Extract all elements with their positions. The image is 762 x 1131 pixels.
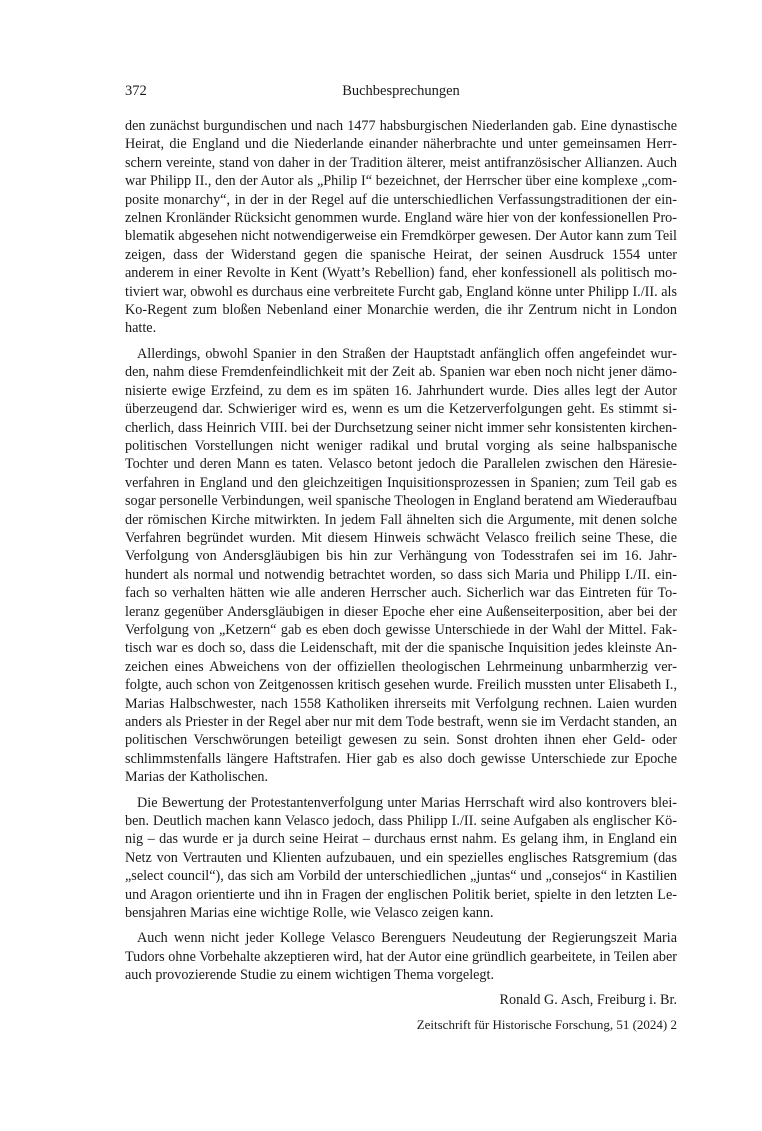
review-body: [125, 117, 677, 985]
book-review-page: [125, 82, 677, 1009]
running-head: Buchbesprechungen: [342, 83, 460, 99]
paragraph-continuation: den zunächst burgundischen und nach 1477 habsburgischen Niederlanden gab. Eine dynastische Heirat, die England und die Niederlande einander näherbrachte und unter gemeinsamen Herrschern vereinte, stand von daher in der Tradition älterer, meist antifranzösischer Allianzen. Auch war Philipp II., den der Autor als „Philip I“ bezeichnet, der Herrscher über eine komplexe „composite monarchy“, in der in der Regel auf die unterschiedlichen Verfassungstraditionen der einzelnen Kronländer Rücksicht genommen wurde. England wäre hier von der konfessionellen Problematik abgesehen nicht notwendigerweise ein Fremdkörper gewesen. Der Autor kann zum Teil zeigen, dass der Widerstand gegen die spanische Heirat, der seinen Ausdruck 1554 unter anderem in einer Revolte in Kent (Wyatt’s Rebellion) fand, eher konfessionell als politisch motiviert war, obwohl es durchaus eine verbreitete Furcht gab, England könne unter Philipp I./II. als Ko-Regent zum bloßen Nebenland einer Monarchie werden, die ihr Zentrum nicht in London hatte.: [125, 118, 677, 337]
paragraph: Allerdings, obwohl Spanier in den Straßen der Hauptstadt anfänglich offen angefeindet wurden, nahm diese Fremdenfeindlichkeit mit der Zeit ab. Spanien war eben noch nicht jener dämonisierte ewige Erzfeind, zu dem es im späten 16. Jahrhundert wurde. Dies alles legt der Autor überzeugend dar. Schwieriger wird es, wenn es um die Ketzerverfolgungen geht. Es stimmt sicherlich, dass Heinrich VIII. bei der Durchsetzung seiner nicht immer sehr konsistenten kirchenpolitischen Vorstellungen nicht weniger radikal und brutal vorging als seine halbspanische Tochter und deren Mann es taten. Velasco betont jedoch die Parallelen zwischen den Häresieverfahren in England und den gleichzeitigen Inquisitionsprozessen in Spanien; zum Teil gab es sogar personelle Verbindungen, weil spanische Theologen in England beratend am Wiederaufbau der römischen Kirche mitwirkten. In jedem Fall ähnelten sich die Argumente, mit denen solche Verfahren begründet wurden. Mit diesem Hinweis schwächt Velasco freilich seine These, die Verfolgung von Andersgläubigen bis hin zur Verhängung von Todesstrafen sei im 16. Jahrhundert als normal und notwendig betrachtet worden, so dass sich Maria und Philipp I./II. einfach so verhalten hätten wie alle anderen Herrscher auch. Sicherlich war das Eintreten für Toleranz gegenüber Andersgläubigen in dieser Epoche eher eine Außenseiterposition, aber bei der Verfolgung von „Ketzern“ gab es eben doch gewisse Unterschiede in der Wahl der Mittel. Faktisch war es doch so, dass die Leidenschaft, mit der die spanische Inquisition jedes kleinste Anzeichen eines Abweichens von der offiziellen theologischen Lehrmeinung unbarmherzig verfolgte, auch schon von Zeitgenossen kritisch gesehen wurde. Freilich mussten unter Elisabeth I., Marias Halbschwester, nach 1558 Katholiken ihrerseits mit Verfolgung rechnen. Laien wurden anders als Priester in der Regel aber nur mit dem Tode bestraft, wenn sie im Verdacht standen, an politischen Verschwörungen beteiligt gewesen zu sein. Sonst drohten ihnen eher Geld- oder schlimmstenfalls längere Haftstrafen. Hier gab es also doch gewisse Unterschiede zur Epoche Marias der Katholischen.: [125, 345, 677, 786]
page-number: 372: [125, 83, 147, 99]
reviewer-signature: Ronald G. Asch, Freiburg i. Br.: [499, 991, 677, 1008]
journal-footer: Zeitschrift für Historische Forschung, 51 (2024) 2: [416, 1017, 677, 1032]
page-header: [125, 82, 677, 104]
paragraph: Die Bewertung der Protestantenverfolgung unter Marias Herrschaft wird also kontrovers bleiben. Deutlich machen kann Velasco jedoch, dass Philipp I./II. seine Aufgaben als englischer König – das wurde er ja durch seine Heirat – durchaus ernst nahm. Es gelang ihm, in England ein Netz von Vertrauten und Klienten aufzubauen, und ein spezielles englisches Ratsgremium (das „select council“), das sich am Vorbild der unterschiedlichen „juntas“ und „consejos“ in Kastilien und Aragon orientierte und ihn in Fragen der englischen Politik beriet, spielte in den letzten Lebensjahren Marias eine wichtige Rolle, wie Velasco zeigen kann.: [125, 794, 677, 922]
paragraph: Auch wenn nicht jeder Kollege Velasco Berenguers Neudeutung der Regierungszeit Maria Tudors ohne Vorbehalte akzeptieren wird, hat der Autor eine gründlich gearbeitete, in Teilen aber auch provozierende Studie zu einem wichtigen Thema vorgelegt.: [125, 930, 677, 984]
